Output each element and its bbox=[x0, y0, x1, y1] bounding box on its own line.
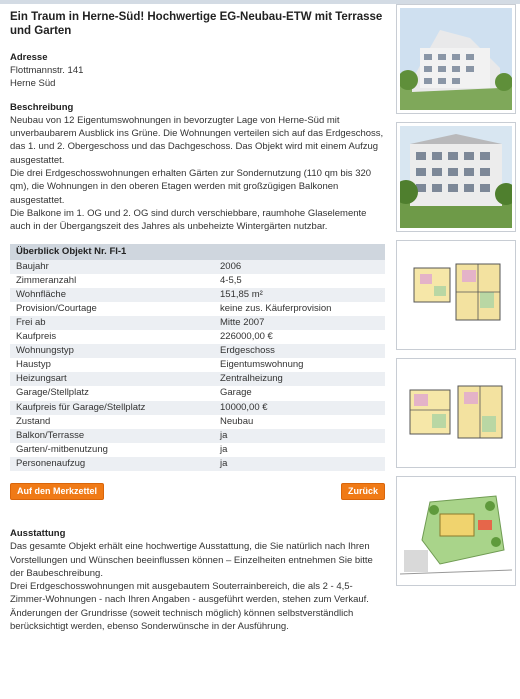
table-row bbox=[10, 302, 385, 316]
back-button[interactable]: Zurück bbox=[341, 483, 385, 500]
overview-table bbox=[10, 244, 385, 471]
description-paragraph: Die drei Erdgeschosswohnungen erhalten Gärten zur Sondernutzung (110 qm bis 320 qm), die Wohnungen in den oberen Etagen werden mit großzügigen Balkonen ausgestattet. bbox=[10, 168, 372, 206]
thumbnail-floor-plan[interactable] bbox=[396, 240, 516, 350]
action-row bbox=[10, 483, 385, 499]
overview-value: ja bbox=[214, 443, 385, 457]
description-section bbox=[10, 101, 388, 234]
building-rendering-photo-icon bbox=[400, 8, 512, 110]
table-row bbox=[10, 274, 385, 288]
overview-key: Zustand bbox=[10, 415, 214, 429]
overview-value: Neubau bbox=[214, 415, 385, 429]
overview-key: Baujahr bbox=[10, 260, 214, 274]
table-row bbox=[10, 443, 385, 457]
table-row bbox=[10, 358, 385, 372]
overview-key: Kaufpreis für Garage/Stellplatz bbox=[10, 401, 214, 415]
address-section bbox=[10, 52, 388, 91]
table-row bbox=[10, 386, 385, 400]
table-row bbox=[10, 415, 385, 429]
floor-plan-image-icon bbox=[400, 362, 512, 464]
floor-plan-image-icon bbox=[400, 244, 512, 346]
thumbnail-building-rendering[interactable] bbox=[396, 4, 516, 114]
listing-main bbox=[10, 10, 388, 633]
thumbnail-site-plan[interactable] bbox=[396, 476, 516, 586]
thumbnail-column bbox=[396, 4, 516, 594]
overview-key: Kaufpreis bbox=[10, 330, 214, 344]
ausstattung-label: Ausstattung bbox=[10, 527, 66, 539]
overview-key: Wohnfläche bbox=[10, 288, 214, 302]
table-row bbox=[10, 288, 385, 302]
overview-value: 151,85 m² bbox=[214, 288, 385, 302]
overview-key: Wohnungstyp bbox=[10, 344, 214, 358]
thumbnail-floor-plan-2[interactable] bbox=[396, 358, 516, 468]
table-row bbox=[10, 260, 385, 274]
overview-key: Garten/-mitbenutzung bbox=[10, 443, 214, 457]
overview-body bbox=[10, 260, 385, 471]
building-front-photo-icon bbox=[400, 126, 512, 228]
table-row bbox=[10, 429, 385, 443]
overview-value: keine zus. Käuferprovision bbox=[214, 302, 385, 316]
table-row bbox=[10, 330, 385, 344]
table-row bbox=[10, 457, 385, 471]
overview-value: Zentralheizung bbox=[214, 372, 385, 386]
ausstattung-paragraph: Das gesamte Objekt erhält eine hochwertige Ausstattung, die Sie natürlich nach Ihren Vorstellungen und Wünschen beeinflussen können – Einzelheiten entnehmen Sie bitte der Baubeschreibung. bbox=[10, 541, 373, 579]
overview-value: 2006 bbox=[214, 260, 385, 274]
overview-key: Frei ab bbox=[10, 316, 214, 330]
overview-key: Provision/Courtage bbox=[10, 302, 214, 316]
description-paragraph: Neubau von 12 Eigentumswohnungen in bevorzugter Lage von Herne-Süd mit unverbaubarem Ausblick ins Grüne. Die Wohnungen verteilen sich auf das Erdgeschoss, das 1. und 2. Obergeschoss und das Dachgeschoss. Das Objekt wird mit einem Aufzug ausgestattet. bbox=[10, 114, 384, 166]
overview-value: Eigentumswohnung bbox=[214, 358, 385, 372]
address-district: Herne Süd bbox=[10, 78, 56, 90]
overview-key: Personenaufzug bbox=[10, 457, 214, 471]
description-label: Beschreibung bbox=[10, 101, 74, 113]
ausstattung-section bbox=[10, 527, 388, 633]
overview-value: Garage bbox=[214, 386, 385, 400]
table-row bbox=[10, 401, 385, 415]
overview-key: Heizungsart bbox=[10, 372, 214, 386]
table-row bbox=[10, 316, 385, 330]
overview-value: Mitte 2007 bbox=[214, 316, 385, 330]
overview-key: Garage/Stellplatz bbox=[10, 386, 214, 400]
overview-header: Überblick Objekt Nr. FI-1 bbox=[10, 244, 385, 260]
overview-key: Balkon/Terrasse bbox=[10, 429, 214, 443]
listing-title: Ein Traum in Herne-Süd! Hochwertige EG-Neubau-ETW mit Terrasse und Garten bbox=[10, 11, 383, 37]
table-row bbox=[10, 372, 385, 386]
overview-value: ja bbox=[214, 429, 385, 443]
table-row bbox=[10, 344, 385, 358]
overview-key: Zimmeranzahl bbox=[10, 274, 214, 288]
overview-value: 226000,00 € bbox=[214, 330, 385, 344]
address-street: Flottmannstr. 141 bbox=[10, 65, 84, 76]
description-paragraph: Die Balkone im 1. OG und 2. OG sind durch verschiebbare, raumhohe Glaselemente auch in der Übergangszeit des Jahres als unbeheizte Wintergärten nutzbar. bbox=[10, 207, 367, 233]
overview-value: Erdgeschoss bbox=[214, 344, 385, 358]
site-plan-image-icon bbox=[400, 480, 512, 582]
overview-key: Haustyp bbox=[10, 358, 214, 372]
add-to-notepad-button[interactable]: Auf den Merkzettel bbox=[10, 483, 104, 500]
overview-value: ja bbox=[214, 457, 385, 471]
address-label: Adresse bbox=[10, 52, 48, 63]
ausstattung-paragraph: Drei Erdgeschosswohnungen mit ausgebautem Souterrainbereich, die als 2 - 4,5-Zimmer-Wohnungen - nach Ihren Angaben - ausgeführt werden, stehen zum Verkauf. Änderungen der Grundrisse (soweit technisch möglich) können selbstverständlich berücksichtigt werden, ebenso Sonderwünsche in der Ausführung. bbox=[10, 581, 369, 633]
thumbnail-building-front[interactable] bbox=[396, 122, 516, 232]
overview-value: 10000,00 € bbox=[214, 401, 385, 415]
overview-value: 4-5,5 bbox=[214, 274, 385, 288]
